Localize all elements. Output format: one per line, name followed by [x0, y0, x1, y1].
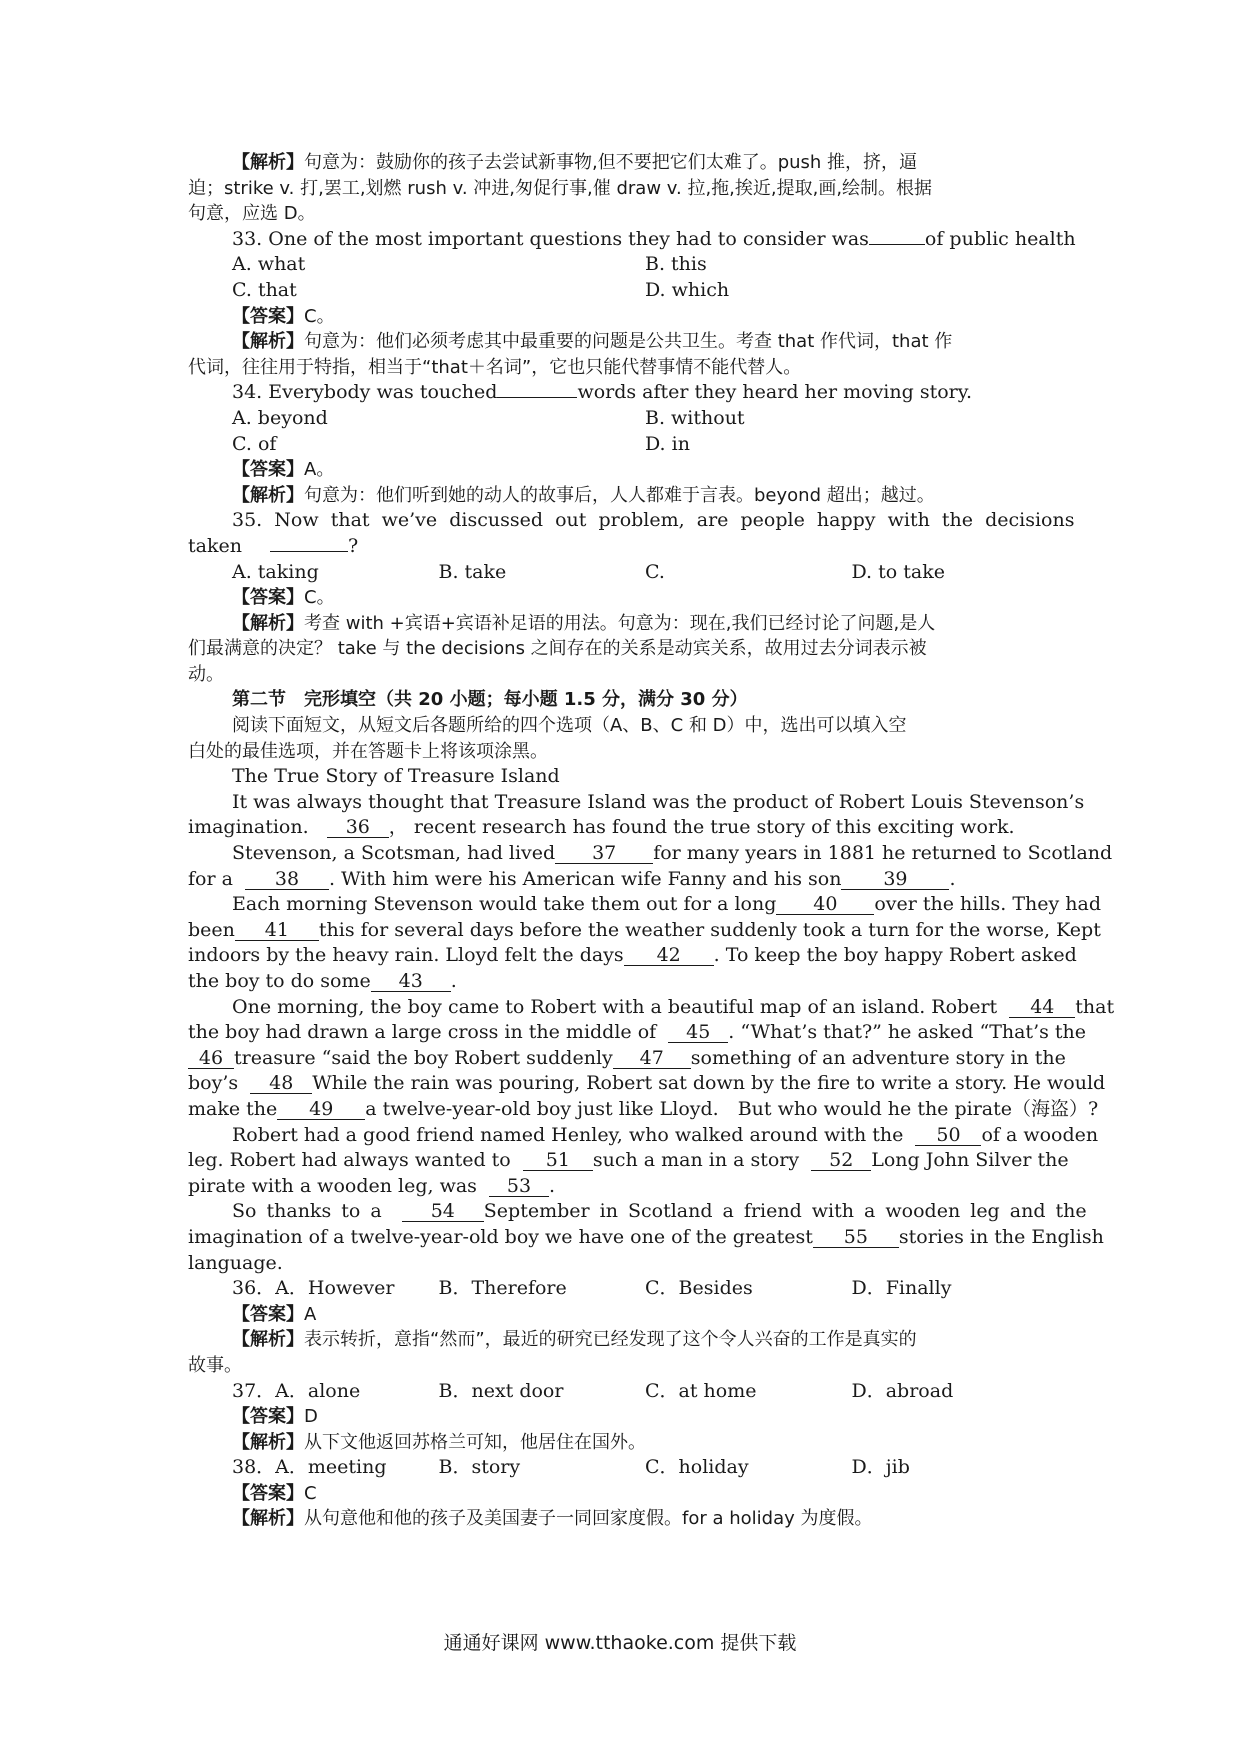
- passage-line: leg. Robert had always wanted to 51 such a man in a story 52 Long John Silver the: [188, 1149, 1069, 1172]
- option: C. of: [232, 432, 277, 455]
- explanation-line: 们最满意的决定？ take 与 the decisions 之间存在的关系是动宾关系，故用过去分词表示被: [188, 638, 927, 660]
- blank-number: 50: [915, 1125, 981, 1146]
- question-34-options: [188, 406, 1058, 432]
- passage-line: 46 treasure “said the boy Robert suddenly 47 something of an adventure story in the: [188, 1046, 1058, 1072]
- option: C.: [645, 560, 665, 583]
- blank-number: 38: [245, 869, 329, 890]
- passage-line: the boy to do some 43 .: [188, 970, 457, 992]
- option: B．story: [438, 1456, 521, 1479]
- explanation-line: 句意，应选 D。: [188, 203, 316, 225]
- passage-title: The True Story of Treasure Island: [232, 765, 560, 788]
- blank-number: 45: [668, 1022, 728, 1043]
- passage-line: the boy had drawn a large cross in the middle of 45 . “What’s that?” he asked “That’s the: [188, 1021, 1087, 1044]
- passage-line: imagination of a twelve-year-old boy we have one of the greatest 55 stories in the English: [188, 1225, 1104, 1248]
- explanation-line: 动。: [188, 663, 224, 685]
- passage-line: for a 38 . With him were his American wife Fanny and his son 39 .: [188, 867, 956, 890]
- passage-line: language.: [188, 1251, 283, 1274]
- option: B. without: [645, 406, 745, 429]
- option: C．Besides: [645, 1277, 753, 1300]
- question-36-options: [188, 1276, 1058, 1302]
- passage-line: pirate with a wooden leg, was 53 .: [188, 1174, 556, 1197]
- answer-line: 【答案】A。: [232, 459, 335, 481]
- explanation-line: 迫；strike v. 打,罢工,划燃 rush v. 冲进,匆促行事,催 draw v. 拉,拖,挨近,提取,画,绘制。根据: [188, 177, 933, 199]
- blank-number: 52: [811, 1150, 871, 1171]
- blank-number: 40: [776, 894, 874, 915]
- answer-line: 【答案】C: [232, 1482, 317, 1504]
- answer-line: 【答案】C。: [232, 587, 335, 609]
- answer-line: 【答案】A: [232, 1303, 317, 1325]
- option: D．jib: [851, 1456, 910, 1479]
- blank-number: 47: [613, 1048, 691, 1069]
- explanation-line: 【解析】句意为：他们听到她的动人的故事后，人人都难于言表。beyond 超出；越过。: [232, 484, 935, 506]
- question-33-options: [188, 278, 1058, 304]
- question-38-options: [188, 1455, 1058, 1481]
- blank-number: 55: [813, 1227, 899, 1248]
- blank-number: 48: [250, 1073, 312, 1094]
- option: A. what: [232, 253, 306, 276]
- page-footer: 通通好课网 www.tthaoke.com 提供下载: [443, 1632, 797, 1654]
- answer-line: 【答案】D: [232, 1406, 318, 1428]
- passage-line: make the 49 a twelve-year-old boy just like Lloyd. But who would he the pirate（海盗）?: [188, 1097, 1099, 1120]
- question-33-stem: 33. One of the most important questions they had to consider was of public health: [232, 227, 1076, 250]
- option: C. that: [232, 278, 297, 301]
- passage-line: Each morning Stevenson would take them out for a long 40 over the hills. They had: [232, 893, 1102, 916]
- blank: [270, 551, 348, 552]
- option: C．at home: [645, 1379, 757, 1402]
- explanation-line: 【解析】句意为：鼓励你的孩子去尝试新事物,但不要把它们太难了。push 推，挤，逼: [232, 152, 918, 173]
- question-34-options: [188, 432, 1058, 458]
- explanation-tag: 【解析】: [232, 152, 304, 173]
- explanation-line: 【解析】句意为：他们必须考虑其中最重要的问题是公共卫生。考查 that 作代词，that 作: [232, 331, 953, 353]
- blank-number: 41: [235, 920, 319, 941]
- passage-line: imagination. 36 ， recent research has found the true story of this exciting work.: [188, 816, 1015, 839]
- blank-number: 39: [841, 869, 949, 890]
- option: D．abroad: [851, 1379, 954, 1402]
- passage-line: It was always thought that Treasure Island was the product of Robert Louis Stevenson’s: [232, 790, 1085, 813]
- passage-line: been 41 this for several days before the weather suddenly took a turn for the worse, Kept: [188, 918, 1101, 941]
- explanation-line: 【解析】表示转折，意指“然而”，最近的研究已经发现了这个令人兴奋的工作是真实的: [232, 1329, 917, 1351]
- document-page: [188, 150, 1115, 1532]
- option: B．next door: [438, 1379, 564, 1402]
- answer-line: 【答案】C。: [232, 305, 335, 327]
- question-35-stem: 35. Now that we’ve discussed out problem, are people happy with the decisions: [232, 509, 1075, 532]
- passage-line: boy’s 48 While the rain was pouring, Robert sat down by the fire to write a story. He would: [188, 1072, 1106, 1095]
- option: B. this: [645, 253, 707, 276]
- passage-line: Stevenson, a Scotsman, had lived 37 for many years in 1881 he returned to Scotland: [232, 842, 1113, 865]
- blank-number: 37: [555, 843, 653, 864]
- option: A. beyond: [232, 406, 328, 429]
- blank-number: 42: [624, 945, 714, 966]
- section-instruction: 阅读下面短文，从短文后各题所给的四个选项（A、B、C 和 D）中，选出可以填入空: [232, 715, 907, 737]
- blank-number: 54: [402, 1201, 484, 1222]
- option: B. take: [438, 560, 507, 583]
- option: 38．A．meeting: [232, 1456, 387, 1479]
- option: D. in: [645, 432, 690, 455]
- passage-line: indoors by the heavy rain. Lloyd felt the days 42 . To keep the boy happy Robert asked: [188, 944, 1077, 967]
- question-37-options: [188, 1379, 1058, 1405]
- option: 37．A．alone: [232, 1379, 361, 1402]
- option: D．Finally: [851, 1277, 952, 1300]
- blank-number: 53: [489, 1176, 549, 1197]
- explanation-line: 【解析】从下文他返回苏格兰可知，他居住在国外。: [232, 1431, 646, 1453]
- option: C．holiday: [645, 1456, 749, 1479]
- blank: [869, 244, 925, 245]
- blank-number: 51: [523, 1150, 593, 1171]
- section-heading: 第二节 完形填空（共 20 小题；每小题 1.5 分，满分 30 分）: [232, 689, 748, 711]
- option: B．Therefore: [438, 1277, 567, 1300]
- blank: [497, 397, 577, 398]
- blank-number: 43: [371, 971, 451, 992]
- blank-number: 46: [188, 1048, 234, 1069]
- passage-line: Robert had a good friend named Henley, who walked around with the 50 of a wooden: [232, 1123, 1099, 1146]
- option: D. which: [645, 278, 730, 301]
- question-35-stem: taken ?: [188, 534, 359, 557]
- explanation-line: 【解析】考查 with +宾语+宾语补足语的用法。句意为：现在,我们已经讨论了问题,是人: [232, 612, 936, 634]
- explanation-line: 故事。: [188, 1354, 242, 1376]
- question-33-options: [188, 252, 1058, 278]
- option: 36．A．However: [232, 1277, 395, 1300]
- section-instruction: 白处的最佳选项，并在答题卡上将该项涂黑。: [188, 740, 548, 762]
- option: A. taking: [232, 560, 319, 583]
- question-35-options: [188, 560, 1058, 586]
- passage-line: One morning, the boy came to Robert with a beautiful map of an island. Robert 44 that: [232, 995, 1115, 1018]
- blank-number: 36: [327, 817, 389, 838]
- blank-number: 49: [277, 1099, 365, 1120]
- blank-number: 44: [1009, 997, 1075, 1018]
- question-34-stem: 34. Everybody was touched words after they heard her moving story.: [232, 381, 972, 404]
- passage-line: So thanks to a 54 September in Scotland a friend with a wooden leg and the: [232, 1200, 1087, 1223]
- option: D. to take: [851, 560, 945, 583]
- explanation-line: 【解析】从句意他和他的孩子及美国妻子一同回家度假。for a holiday 为度假。: [232, 1508, 873, 1530]
- explanation-line: 代词，往往用于特指，相当于“that＋名词”，它也只能代替事情不能代替人。: [188, 356, 802, 378]
